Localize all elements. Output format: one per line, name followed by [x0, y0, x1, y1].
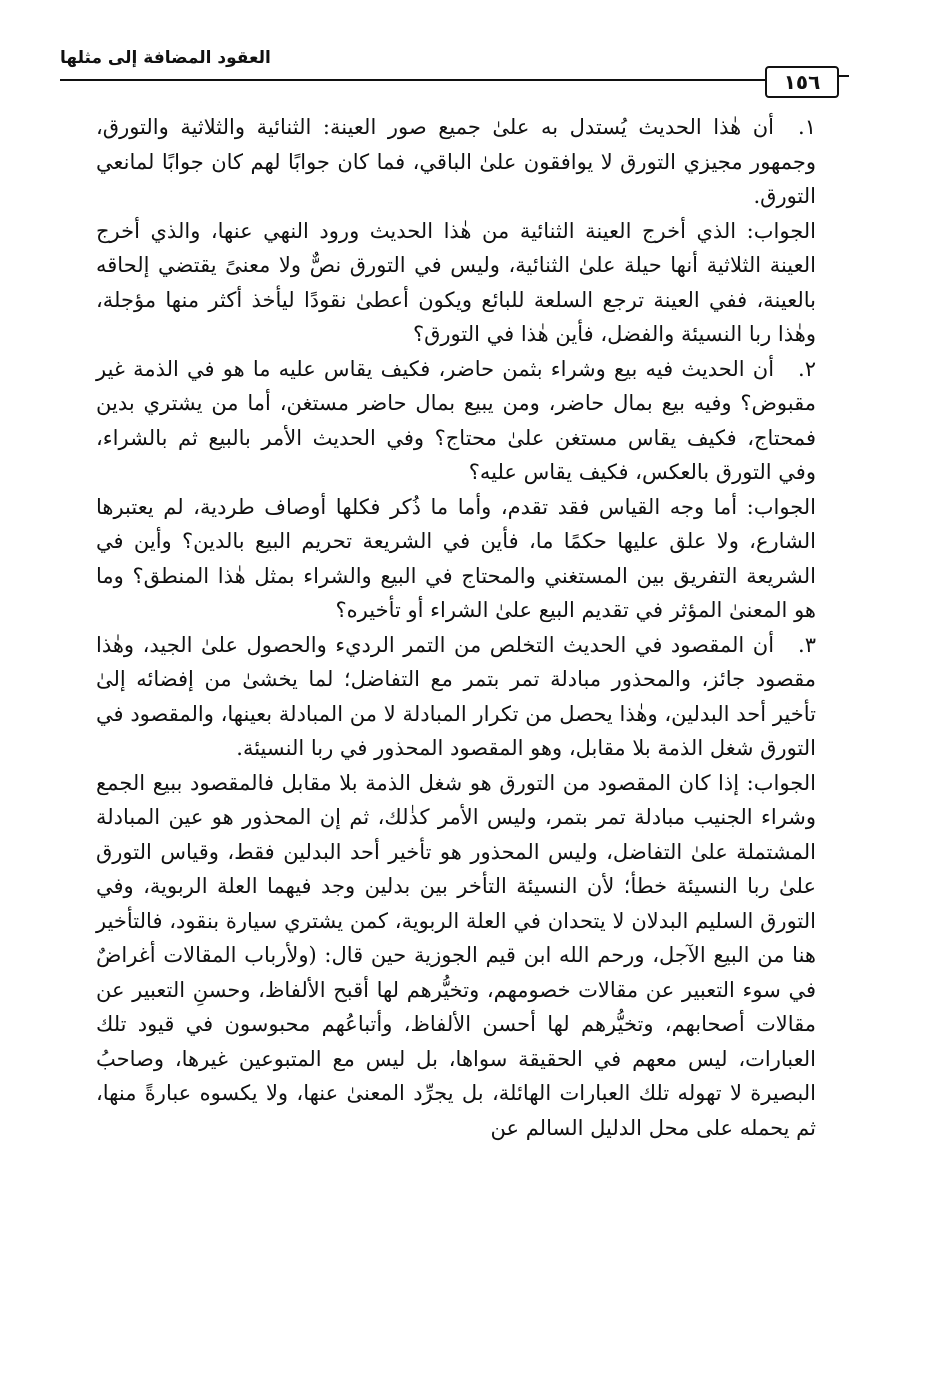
paragraph-point-1 — [96, 110, 816, 214]
page-number: ١٥٦ — [765, 66, 839, 98]
paragraph-text: أن المقصود في الحديث التخلص من التمر الرديء والحصول علىٰ الجيد، وهٰذا مقصود جائز، والمحذور مبادلة تمر بتمر مع التفاضل؛ لما يخشىٰ من إفضائه إلىٰ تأخير أحد البدلين، وهٰذا يحصل من تكرار المبادلة لا من المبادلة بعينها، والمقصود في التورق شغل الذمة بلا مقابل، وهو المقصود المحذور في ربا النسيئة. — [96, 632, 816, 760]
paragraph-point-2 — [96, 352, 816, 490]
paragraph-text: الجواب: أما وجه القياس فقد تقدم، وأما ما ذُكر فكلها أوصاف طردية، لم يعتبرها الشارع، ولا علق عليها حكمًا ما، فأين في الشريعة تحريم البيع بالدين؟ وأين في الشريعة التفريق بين المستغني والمحتاج في البيع والشراء بمثل هٰذا المنطق؟ وما هو المعنىٰ المؤثر في تقديم البيع علىٰ الشراء أو تأخيره؟ — [96, 494, 816, 622]
paragraph-text: الجواب: إذا كان المقصود من التورق هو شغل الذمة بلا مقابل فالمقصود ببيع الجمع وشراء الجنيب مبادلة تمر بتمر، وليس الأمر كذٰلك، ثم إن المحذور هو عين المبادلة المشتملة علىٰ التفاضل، وليس المحذور هو تأخير أحد البدلين فقط، وقياس التورق علىٰ ربا النسيئة خطأ؛ لأن النسيئة التأخر بين بدلين وجد فيهما العلة الربوية، وفي التورق السليم البدلان لا يتحدان في العلة الربوية، كمن يشتري سيارة بنقود، فالتأخير هنا من البيع الآجل، ورحم الله ابن قيم الجوزية حين قال: (ولأرباب المقالات أغراضٌ في سوء التعبير عن مقالات خصومهم، وتخيُّرهم لها أقبح الألفاظ، وحسنِ التعبير عن مقالات أصحابهم، وتخيُّرهم لها أحسن الألفاظ، وأتباعُهم محبوسون في قيود تلك العبارات، ليس معهم في الحقيقة سواها، بل ليس مع المتبوعين غيرها، وصاحبُ البصيرة لا تهوله تلك العبارات الهائلة، بل يجرِّد المعنىٰ عنها، ولا يكسوه عبارةً منها، ثم يحمله على محل الدليل السالم عن — [96, 770, 816, 1140]
paragraph-answer-2 — [96, 490, 816, 628]
paragraph-text: أن هٰذا الحديث يُستدل به علىٰ جميع صور العينة: الثنائية والثلاثية والتورق، وجمهور مجيزي التورق لا يوافقون علىٰ الباقي، فما كان جوابًا لهم كان جوابًا لمانعي التورق. — [96, 115, 816, 208]
paragraph-point-3 — [96, 628, 816, 766]
paragraph-text: الجواب: الذي أخرج العينة الثنائية من هٰذا الحديث ورود النهي عنها، والذي أخرج العينة الثلاثية أنها حيلة علىٰ الثنائية، وليس في التورق نصٌّ ولا معنىً يقتضي إلحاقه بالعينة، ففي العينة ترجع السلعة للبائع ويكون أعطىٰ نقودًا ليأخذ أكثر منها مؤجلة، وهٰذا ربا النسيئة والفضل، فأين هٰذا في التورق؟ — [96, 218, 816, 346]
page-body — [96, 110, 816, 1145]
header-rule — [60, 79, 765, 81]
paragraph-answer-3 — [96, 766, 816, 1146]
paragraph-text: أن الحديث فيه بيع وشراء بثمن حاضر، فكيف يقاس عليه ما هو في الذمة غير مقبوض؟ وفيه بيع بمال حاضر، ومن يبيع بمال حاضر مستغن، أما من يشتري بدين فمحتاج، فكيف يقاس مستغن علىٰ محتاج؟ وفي الحديث الأمر بالبيع ثم بالشراء، وفي التورق بالعكس، فكيف يقاس عليه؟ — [96, 356, 816, 484]
running-title: العقود المضافة إلى مثلها — [60, 48, 271, 68]
paragraph-answer-1 — [96, 214, 816, 352]
page-header — [60, 42, 840, 112]
point-number: ٣. — [798, 632, 816, 657]
point-number: ١. — [798, 115, 816, 139]
page-number-tick — [837, 75, 849, 77]
point-number: ٢. — [798, 356, 816, 381]
